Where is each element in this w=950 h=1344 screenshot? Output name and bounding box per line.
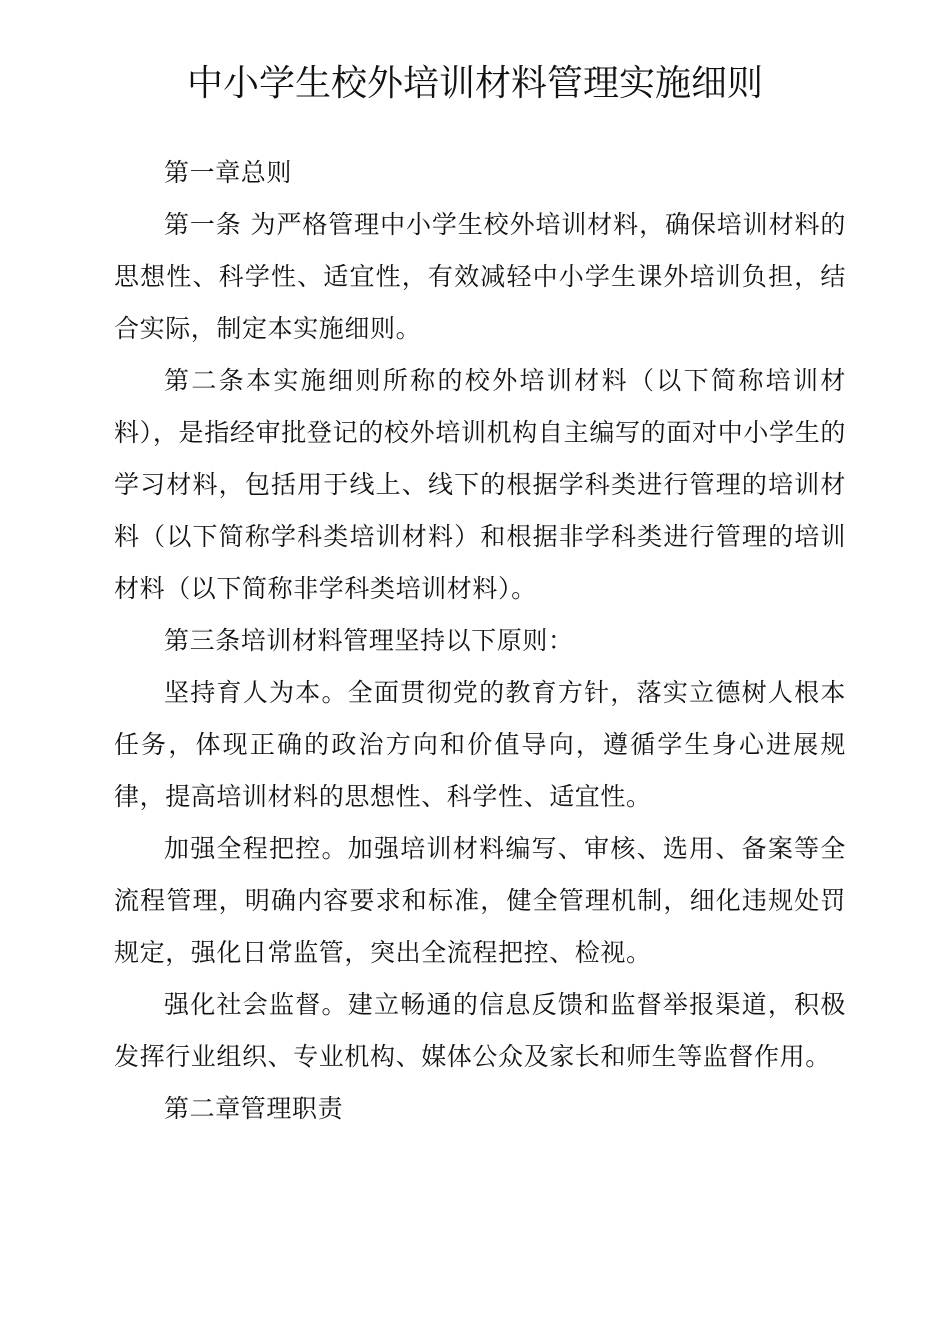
principle-3: 强化社会监督。建立畅通的信息反馈和监督举报渠道，积极发挥行业组织、专业机构、媒体公众及家长和师生等监督作用。 (114, 990, 846, 1071)
article-3: 第三条培训材料管理坚持以下原则： (164, 626, 574, 655)
article-2: 第二条本实施细则所称的校外培训材料（以下简称培训材料），是指经审批登记的校外培训机构自主编写的面对中小学生的学习材料，包括用于线上、线下的根据学科类进行管理的培训材料（以下简称学科类培训材料）和根据非学科类进行管理的培训材料（以下简称非学科类培训材料）。 (114, 366, 846, 603)
document-body (114, 147, 846, 1135)
chapter-2-heading: 第二章管理职责 (164, 1094, 344, 1123)
article-1: 第一条 为严格管理中小学生校外培训材料，确保培训材料的思想性、科学性、适宜性，有效减轻中小学生课外培训负担，结合实际，制定本实施细则。 (114, 210, 846, 343)
chapter-1-heading: 第一章总则 (164, 158, 293, 187)
principle-1: 坚持育人为本。全面贯彻党的教育方针，落实立德树人根本任务，体现正确的政治方向和价值导向，遵循学生身心进展规律，提高培训材料的思想性、科学性、适宜性。 (114, 678, 846, 811)
document-title: 中小学生校外培训材料管理实施细则 (186, 63, 763, 104)
principle-2: 加强全程把控。加强培训材料编写、审核、选用、备案等全流程管理，明确内容要求和标准，健全管理机制，细化违规处罚规定，强化日常监管，突出全流程把控、检视。 (114, 834, 846, 967)
